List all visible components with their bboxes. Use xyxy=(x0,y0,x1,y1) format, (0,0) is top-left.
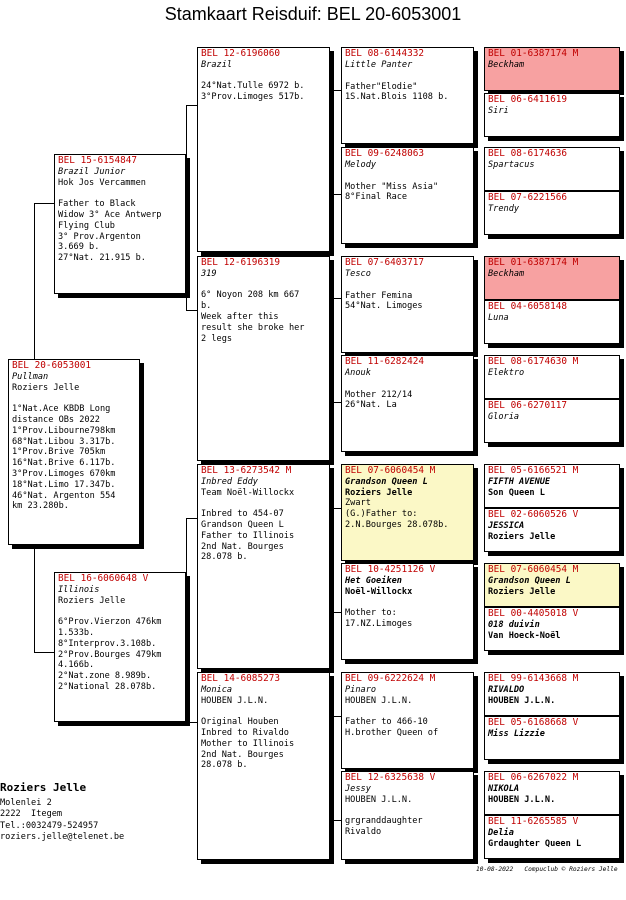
pigeon-name: Inbred Eddy xyxy=(201,476,258,487)
ring-number: BEL 07-6060454 M xyxy=(488,564,579,575)
ring-number: BEL 11-6282424 xyxy=(345,356,425,367)
owner-name: Van Hoeck-Noël xyxy=(488,630,561,641)
ring-number: BEL 20-6053001 xyxy=(12,360,92,371)
ring-number: BEL 01-6387174 M xyxy=(488,48,579,59)
pigeon-name: NIKOLA xyxy=(488,783,520,794)
owner-name: HOUBEN J.L.N. xyxy=(345,695,413,706)
pigeon-results: 6°Prov.Vierzon 476km 1.533b. 8°Interprov.3.108b. 2°Prov.Bourges 479km 4.166b. 2°Nat.zone 8.989b. 2°National 28.078b. xyxy=(58,617,162,692)
pigeon-name: Het Goeiken xyxy=(345,575,402,586)
pigeon-name: Tesco xyxy=(345,268,371,279)
owner-name: HOUBEN J.L.N. xyxy=(488,695,556,706)
ring-number: BEL 06-6411619 xyxy=(488,94,568,105)
ring-number: BEL 08-6144332 xyxy=(345,48,425,59)
ring-number: BEL 02-6060526 V xyxy=(488,509,579,520)
pigeon-name: FIFTH AVENUE xyxy=(488,476,551,487)
connector-line xyxy=(330,508,341,509)
connector-line xyxy=(330,298,341,299)
owner-name: Team Noël-Willockx xyxy=(201,487,295,498)
ancestor-card[interactable] xyxy=(484,672,620,716)
ring-number: BEL 05-6166521 M xyxy=(488,465,579,476)
pigeon-name: JESSICA xyxy=(488,520,525,531)
pigeon-name: Siri xyxy=(488,105,509,116)
connector-line xyxy=(330,612,341,613)
pigeon-results: Inbred to 454-07 Grandson Queen L Father to Illinois 2nd Nat. Bourges 28.078 b. xyxy=(201,509,295,563)
ancestor-card[interactable] xyxy=(484,147,620,191)
pigeon-name: Little Panter xyxy=(345,59,413,70)
connector-line xyxy=(330,402,341,403)
breeder-phone: Tel.:0032479-524957 xyxy=(0,820,99,831)
pigeon-name: Melody xyxy=(345,159,377,170)
pigeon-results: 6° Noyon 208 km 667 b. Week after this result she broke her 2 legs xyxy=(201,290,305,344)
pigeon-name: 319 xyxy=(201,268,217,279)
connector-line xyxy=(34,652,54,653)
pigeon-name: Monica xyxy=(201,684,233,695)
ring-number: BEL 00-4405018 V xyxy=(488,608,579,619)
connector-line xyxy=(186,518,197,519)
ancestor-card[interactable] xyxy=(484,47,620,91)
ring-number: BEL 12-6325638 V xyxy=(345,772,436,783)
pigeon-results: grgranddaughter Rivaldo xyxy=(345,816,423,837)
ring-number: BEL 05-6168668 V xyxy=(488,717,579,728)
pigeon-name: Beckham xyxy=(488,268,525,279)
pigeon-name: Brazil xyxy=(201,59,233,70)
ancestor-card[interactable] xyxy=(484,256,620,300)
ancestor-card[interactable] xyxy=(484,607,620,651)
owner-name: HOUBEN J.L.N. xyxy=(201,695,269,706)
great-grandparent-card[interactable] xyxy=(341,464,474,561)
breeder-name: Roziers Jelle xyxy=(0,781,87,794)
breeder-address-city: 2222 Itegem xyxy=(0,809,63,819)
connector-line xyxy=(186,105,197,106)
ancestor-card[interactable] xyxy=(484,563,620,607)
mother-card[interactable] xyxy=(54,572,186,722)
grandmother-maternal-card[interactable] xyxy=(197,672,330,860)
ancestor-card[interactable] xyxy=(484,355,620,399)
pigeon-name: Trendy xyxy=(488,203,520,214)
pigeon-name: Miss Lizzie xyxy=(488,728,545,739)
great-grandparent-card[interactable] xyxy=(341,256,474,353)
ring-number: BEL 14-6085273 xyxy=(201,673,281,684)
pigeon-name: Jessy xyxy=(345,783,371,794)
pigeon-name: Brazil Junior xyxy=(58,166,126,177)
great-grandparent-card[interactable] xyxy=(341,147,474,244)
connector-line xyxy=(330,194,341,195)
breeder-address-street: Molenlei 2 xyxy=(0,797,52,808)
ancestor-card[interactable] xyxy=(484,300,620,344)
connector-line xyxy=(34,545,35,652)
ring-number: BEL 06-6267022 M xyxy=(488,772,579,783)
pigeon-results: Mother "Miss Asia" 8°Final Race xyxy=(345,181,439,203)
ring-number: BEL 13-6273542 M xyxy=(201,465,292,476)
owner-name: HOUBEN J.L.N. xyxy=(488,794,556,805)
connector-line xyxy=(330,716,341,717)
ancestor-card[interactable] xyxy=(484,399,620,443)
pigeon-name: Grandson Queen L xyxy=(345,476,428,487)
pigeon-results: Father to 466-10 H.brother Queen of xyxy=(345,717,439,738)
pigeon-name: Elektro xyxy=(488,367,525,378)
pigeon-results: 24°Nat.Tulle 6972 b. 3°Prov.Limoges 517b. xyxy=(201,81,305,103)
connector-line xyxy=(330,820,341,821)
pigeon-results: 1°Nat.Ace KBDB Long distance OBs 2022 1°Prov.Libourne798km 68°Nat.Libou 3.317b. 1°Prov.Brive 705km 16°Nat.Brive 6.117b. 3°Prov.Limoges 670km 18°Nat.Limo 17.347b. 46°Nat. Argenton 554 km 23.280b. xyxy=(12,404,116,512)
connector-line xyxy=(330,716,331,820)
owner-name: Roziers Jelle xyxy=(12,382,80,393)
owner-name: HOUBEN J.L.N. xyxy=(345,794,413,805)
pigeon-results: Mother to: 17.NZ.Limoges xyxy=(345,608,413,629)
connector-line xyxy=(330,298,331,402)
owner-name: Roziers Jelle xyxy=(488,531,556,542)
great-grandparent-card[interactable] xyxy=(341,355,474,452)
owner-name: Noël-Willockx xyxy=(345,586,413,597)
great-grandparent-card[interactable] xyxy=(341,771,474,860)
pigeon-name: 018 duivin xyxy=(488,619,540,630)
ring-number: BEL 09-6248063 xyxy=(345,148,425,159)
owner-name: Hok Jos Vercammen xyxy=(58,177,146,188)
ring-number: BEL 99-6143668 M xyxy=(488,673,579,684)
pigeon-results: Mother 212/14 26°Nat. La xyxy=(345,389,413,411)
ring-number: BEL 08-6174630 M xyxy=(488,356,579,367)
ring-number: BEL 07-6060454 M xyxy=(345,465,436,476)
pigeon-name: Beckham xyxy=(488,59,525,70)
pigeon-name: Delia xyxy=(488,827,514,838)
connector-line xyxy=(34,203,54,204)
ring-number: BEL 06-6270117 xyxy=(488,400,568,411)
grandfather-maternal-card[interactable] xyxy=(197,464,330,669)
pigeon-name: Pinaro xyxy=(345,684,377,695)
pigeon-results: Father to Black Widow 3° Ace Antwerp Flying Club 3° Prov.Argenton 3.669 b. 27°Nat. 21.915 b. xyxy=(58,199,162,264)
pigeon-results: Original Houben Inbred to Rivaldo Mother to Illinois 2nd Nat. Bourges 28.078 b. xyxy=(201,717,295,771)
father-card[interactable] xyxy=(54,154,186,294)
ring-number: BEL 01-6387174 M xyxy=(488,257,579,268)
breeder-email: roziers.jelle@telenet.be xyxy=(0,832,125,842)
grandmother-paternal-card[interactable] xyxy=(197,256,330,461)
connector-line xyxy=(186,722,197,723)
pigeon-name: Illinois xyxy=(58,584,100,595)
connector-line xyxy=(34,203,35,361)
owner-name: Grdaughter Queen L xyxy=(488,838,582,849)
owner-name: Son Queen L xyxy=(488,487,545,498)
owner-name: Roziers Jelle xyxy=(58,595,126,606)
great-grandparent-card[interactable] xyxy=(341,672,474,769)
pigeon-name: Grandson Queen L xyxy=(488,575,571,586)
connector-line xyxy=(330,90,331,194)
great-grandparent-card[interactable] xyxy=(341,47,474,144)
footer-credit: 10-08-2022 Compuclub © Roziers Jelle xyxy=(476,866,618,873)
pigeon-name: Anouk xyxy=(345,367,371,378)
connector-line xyxy=(186,518,187,722)
owner-name: Roziers Jelle xyxy=(345,487,413,498)
connector-line xyxy=(186,310,197,311)
pigeon-name: RIVALDO xyxy=(488,684,525,695)
grandfather-paternal-card[interactable] xyxy=(197,47,330,252)
page-title: Stamkaart Reisduif: BEL 20-6053001 xyxy=(164,4,462,24)
ancestor-card[interactable] xyxy=(484,191,620,235)
ancestor-card[interactable] xyxy=(484,464,620,508)
ancestor-card[interactable] xyxy=(484,508,620,552)
pigeon-name: Spartacus xyxy=(488,159,535,170)
subject-card[interactable] xyxy=(8,359,140,545)
ancestor-card[interactable] xyxy=(484,93,620,137)
pigeon-results: Father Femina 54°Nat. Limoges xyxy=(345,290,423,312)
ring-number: BEL 11-6265585 V xyxy=(488,816,579,827)
pigeon-name: Gloria xyxy=(488,411,520,422)
ring-number: BEL 12-6196060 xyxy=(201,48,281,59)
breeder-contact xyxy=(0,782,124,844)
great-grandparent-card[interactable] xyxy=(341,563,474,660)
ring-number: BEL 12-6196319 xyxy=(201,257,281,268)
pigeon-name: Luna xyxy=(488,312,509,323)
ring-number: BEL 10-4251126 V xyxy=(345,564,436,575)
ring-number: BEL 08-6174636 xyxy=(488,148,568,159)
ring-number: BEL 09-6222624 M xyxy=(345,673,436,684)
connector-line xyxy=(186,105,187,310)
ring-number: BEL 04-6058148 xyxy=(488,301,568,312)
pigeon-results: Father"Elodie" 1S.Nat.Blois 1108 b. xyxy=(345,81,449,103)
ancestor-card[interactable] xyxy=(484,815,620,859)
owner-name: Roziers Jelle xyxy=(488,586,556,597)
pigeon-name: Pullman xyxy=(12,371,49,382)
connector-line xyxy=(330,508,331,612)
connector-line xyxy=(330,90,341,91)
ring-number: BEL 07-6221566 xyxy=(488,192,568,203)
ring-number: BEL 15-6154847 xyxy=(58,155,138,166)
ring-number: BEL 07-6403717 xyxy=(345,257,425,268)
ancestor-card[interactable] xyxy=(484,716,620,760)
ancestor-card[interactable] xyxy=(484,771,620,815)
ring-number: BEL 16-6060648 V xyxy=(58,573,149,584)
pigeon-results: Zwart (G.)Father to: 2.N.Bourges 28.078b. xyxy=(345,498,449,530)
